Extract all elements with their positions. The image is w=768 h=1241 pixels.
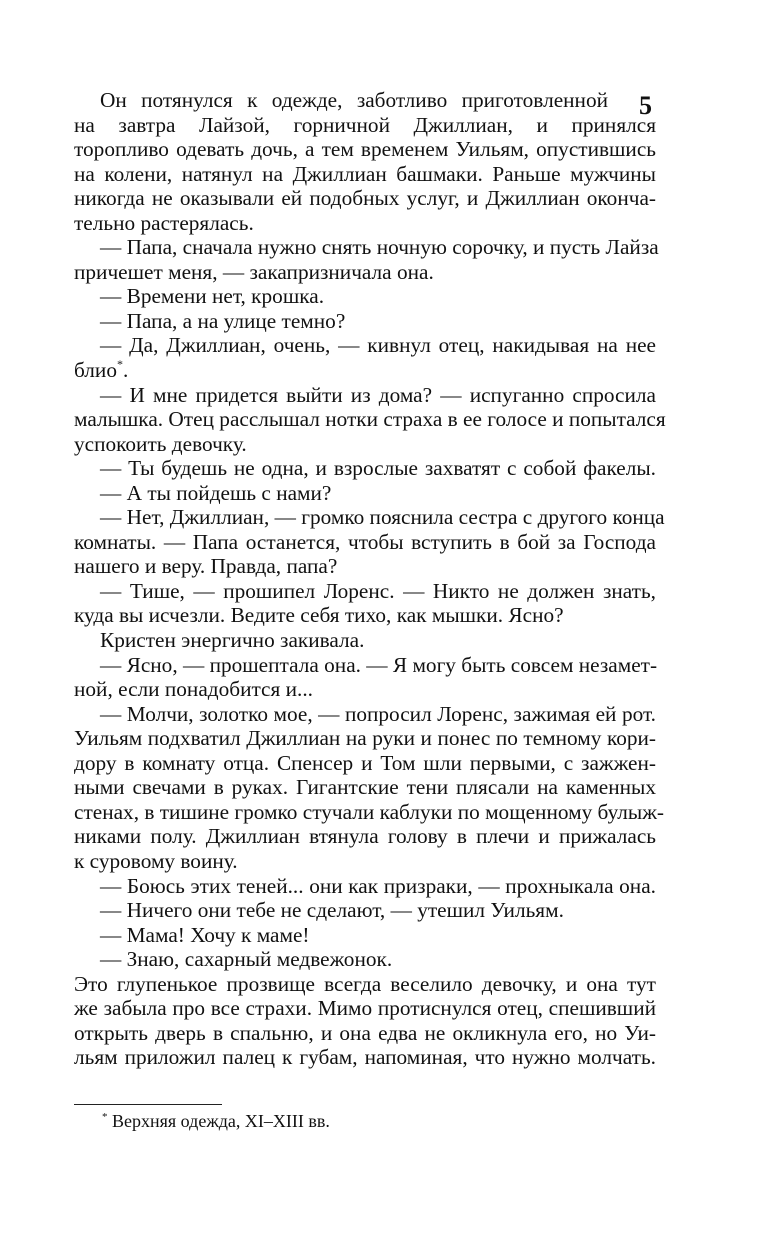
text-line: — Времени нет, крошка.	[100, 284, 325, 309]
text-line: причешет меня, — закапризничала она.	[74, 259, 434, 284]
text-line: нашего и веру. Правда, папа?	[74, 554, 338, 579]
page-number: 5	[639, 91, 652, 120]
text-line: льям приложил палец к губам, напоминая, что нужно молчать.	[74, 1045, 656, 1070]
text-line: — Папа, сначала нужно снять ночную сорочку, и пусть Лайза	[100, 235, 659, 260]
footnote-marker: *	[116, 357, 123, 372]
text-line: открыть дверь в спальню, и она едва не окликнула его, но Уи-	[74, 1020, 656, 1045]
text-line: ной, если понадобится и...	[74, 677, 313, 702]
text-line: Он потянулся к одежде, заботливо приготовленной	[100, 88, 608, 112]
footnote-text: Верхняя одежда, XI–XIII вв.	[112, 1111, 330, 1131]
text-line: тельно растерялась.	[74, 210, 254, 235]
text-line: к суровому воину.	[74, 848, 238, 873]
text-line: никами полу. Джиллиан втянула голову в плечи и прижалась	[74, 824, 656, 849]
text-line: никогда не оказывали ей подобных услуг, и Джиллиан оконча-	[74, 186, 656, 211]
text-line: — И мне придется выйти из дома? — испуганно спросила	[100, 382, 656, 407]
text-line: — Боюсь этих теней... они как призраки, — прохныкала она.	[100, 873, 656, 898]
text-line: — Знаю, сахарный медвежонок.	[100, 947, 393, 972]
text-line: Это глупенькое прозвище всегда веселило девочку, и она тут	[74, 971, 656, 996]
text-line: — Тише, — прошипел Лоренс. — Никто не должен знать,	[100, 578, 656, 603]
text-line: успокоить девочку.	[74, 431, 247, 456]
text-line: — Ничего они тебе не сделают, — утешил Уильям.	[100, 898, 564, 923]
text-line: — Молчи, золотко мое, — попросил Лоренс, зажимая ей рот.	[100, 701, 656, 726]
text-line: на завтра Лайзой, горничной Джиллиан, и принялся	[74, 112, 656, 137]
text-word: блио	[74, 358, 117, 383]
text-line: Кристен энергично закивала.	[100, 628, 365, 653]
text-punct: .	[122, 358, 129, 383]
text-line: — А ты пойдешь с нами?	[100, 480, 332, 505]
text-line: ными свечами в руках. Гигантские тени плясали на каменных	[74, 775, 656, 800]
text-line: на колени, натянул на Джиллиан башмаки. Раньше мужчины	[74, 161, 656, 186]
text-line: — Нет, Джиллиан, — громко пояснила сестра с другого конца	[100, 505, 665, 530]
text-line: Уильям подхватил Джиллиан на руки и понес по темному кори-	[74, 726, 656, 751]
text-line: торопливо одевать дочь, а тем временем Уильям, опустившись	[74, 137, 656, 162]
text-line: малышка. Отец расслышал нотки страха в ее голосе и попытался	[74, 407, 666, 432]
text-line: комнаты. — Папа останется, чтобы вступить в бой за Господа	[74, 529, 656, 554]
footnote-marker: *	[102, 1111, 108, 1123]
main-text	[74, 88, 666, 1070]
text-line: — Папа, а на улице темно?	[100, 308, 346, 333]
text-line: — Ясно, — прошептала она. — Я могу быть совсем незамет-	[100, 652, 658, 677]
text-line: — Мама! Хочу к маме!	[100, 922, 310, 947]
text-line: куда вы исчезли. Ведите себя тихо, как мышки. Ясно?	[74, 603, 564, 628]
text-line: стенах, в тишине громко стучали каблуки по мощенному булыж-	[74, 799, 665, 824]
footnote-divider	[74, 1104, 222, 1105]
text-line: же забыла про все страхи. Мимо протиснулся отец, спешивший	[74, 996, 656, 1021]
text-line: дору в комнату отца. Спенсер и Том шли первыми, с зажжен-	[74, 750, 656, 775]
text-line	[74, 358, 656, 383]
text-line: — Да, Джиллиан, очень, — кивнул отец, накидывая на нее	[100, 333, 656, 358]
text-line: — Ты будешь не одна, и взрослые захватят с собой факелы.	[100, 456, 656, 481]
footnote	[102, 1110, 330, 1132]
